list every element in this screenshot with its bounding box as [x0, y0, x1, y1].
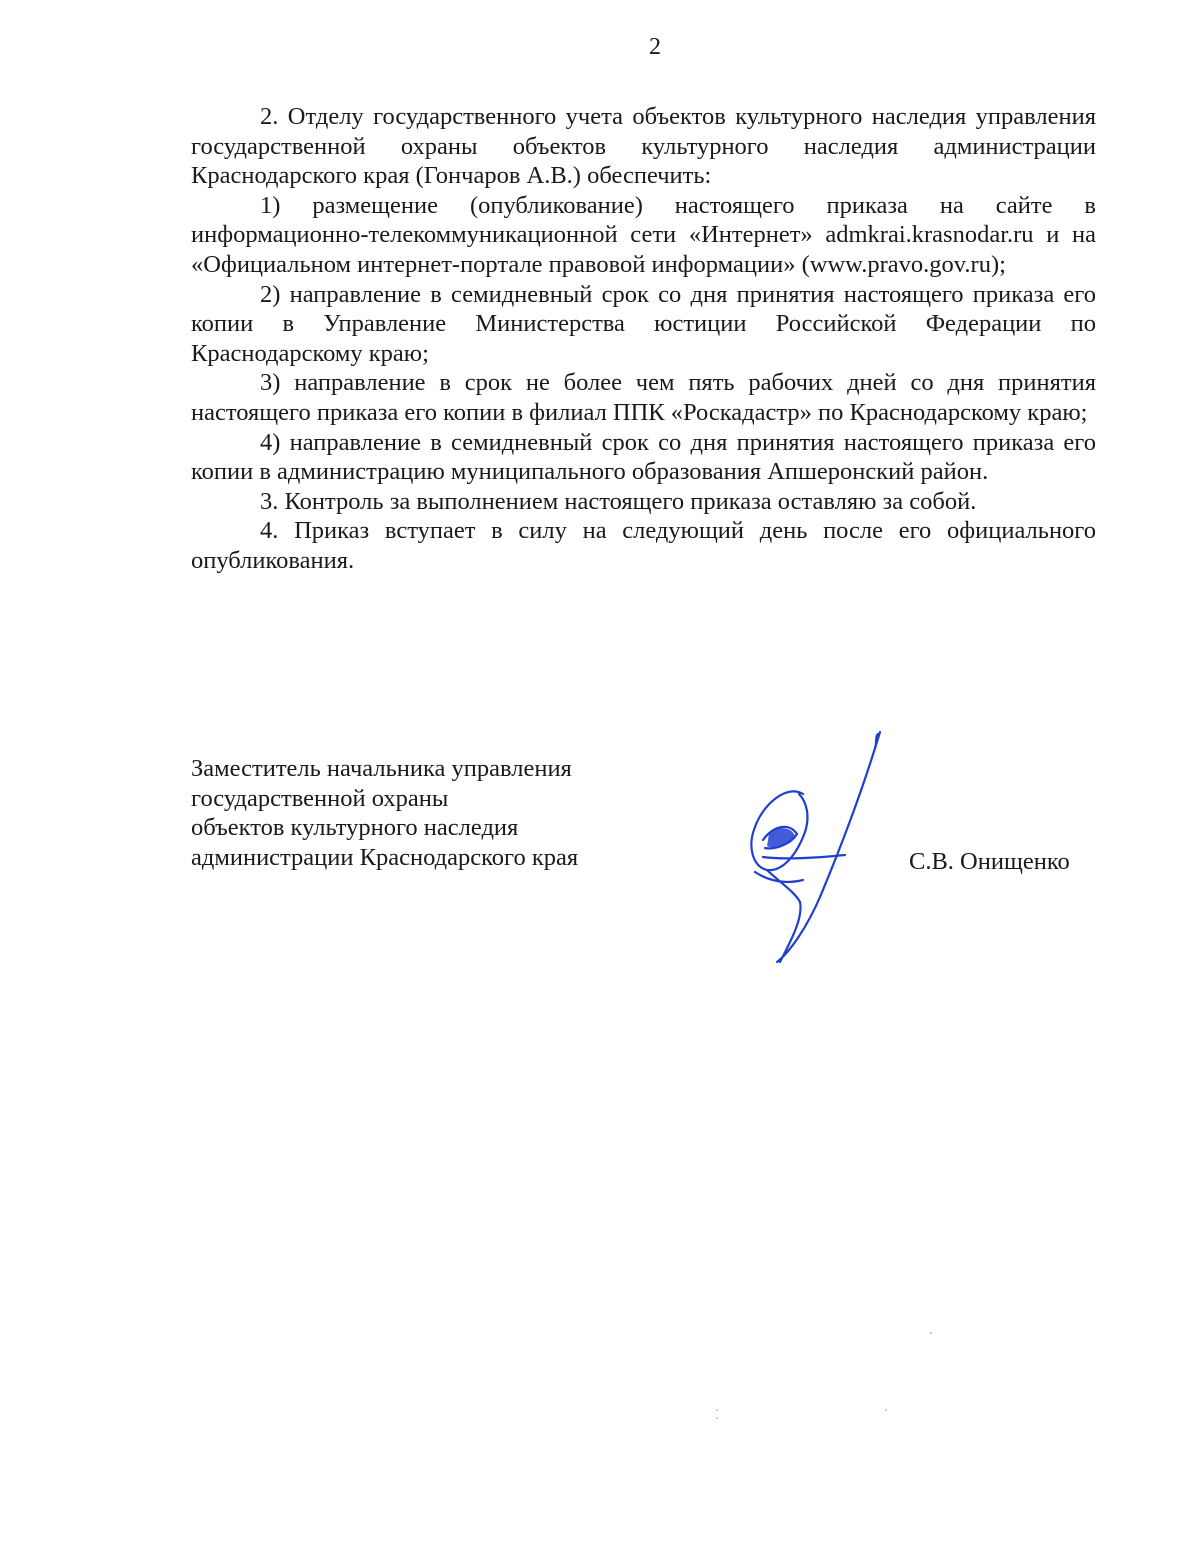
- scan-speck: [716, 1417, 718, 1419]
- paragraph-2-2: 2) направление в семидневный срок со дня принятия настоящего приказа его копии в Управление Министерства юстиции Российской Федерации по Краснодарскому краю;: [191, 280, 1096, 367]
- paragraph-3: 3. Контроль за выполнением настоящего приказа оставляю за собой.: [260, 487, 977, 515]
- signer-name: С.В. Онищенко: [909, 848, 1070, 875]
- scan-speck: [885, 1409, 887, 1411]
- signatory-position: [191, 754, 578, 872]
- position-line: администрации Краснодарского края: [191, 843, 579, 871]
- handwritten-signature: [725, 722, 895, 972]
- page-number: 2: [649, 34, 661, 60]
- paragraph-4: 4. Приказ вступает в силу на следующий день после его официального опубликования.: [191, 517, 1096, 574]
- scan-speck: [930, 1332, 932, 1334]
- position-line: объектов культурного наследия: [191, 814, 519, 842]
- document-body: [191, 102, 1096, 576]
- paragraph-2: 2. Отделу государственного учета объектов культурного наследия управления государственной охраны объектов культурного наследия администрации Краснодарского края (Гончаров А.В.) обеспечить:: [191, 103, 1096, 190]
- position-line: государственной охраны: [191, 784, 449, 812]
- paragraph-2-1: 1) размещение (опубликование) настоящего приказа на сайте в информационно-телекоммуникационной сети «Интернет» admkrai.krasnodar.ru и на «Официальном интернет-портале правовой информации» (www.pravo.gov.ru);: [191, 191, 1096, 278]
- position-line: Заместитель начальника управления: [191, 755, 572, 782]
- paragraph-2-4: 4) направление в семидневный срок со дня принятия настоящего приказа его копии в администрацию муниципального образования Апшеронский район.: [191, 428, 1096, 486]
- scan-speck: [716, 1409, 718, 1411]
- paragraph-2-3: 3) направление в срок не более чем пять рабочих дней со дня принятия настоящего приказа его копии в филиал ППК «Роскадастр» по Краснодарскому краю;: [191, 369, 1096, 426]
